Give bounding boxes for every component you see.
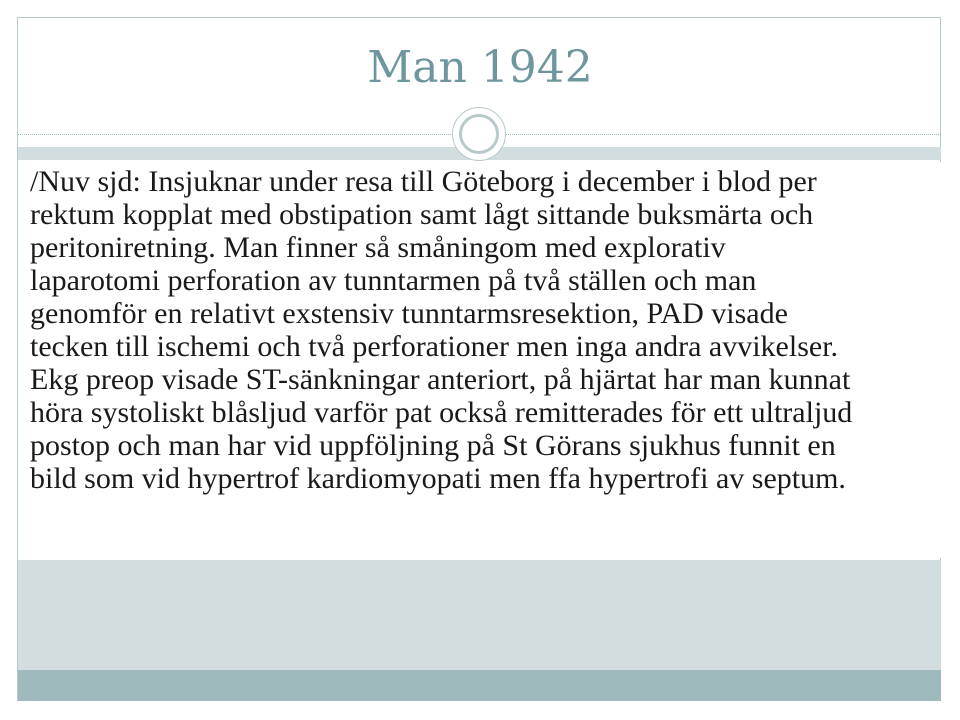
text-line-1: /Nuv sjd: Insjuknar under resa till Göteborg i december i blod per — [30, 165, 817, 198]
bottom-decor-band — [18, 560, 941, 670]
text-line-3: peritoniretning. Man finner så småningom med explorativ — [30, 231, 726, 264]
slide-title: Man 1942 — [367, 42, 593, 93]
text-line-10: bild som vid hypertrof kardiomyopati men ffa hypertrofi av septum. — [30, 462, 846, 495]
text-line-2: rektum kopplat med obstipation samt lågt sittande buksmärta och — [30, 198, 814, 231]
circle-ornament-icon — [452, 107, 506, 161]
text-line-8: höra systoliskt blåsljud varför pat också remitterades för ett ultraljud — [30, 396, 853, 429]
text-line-9: postop och man har vid uppföljning på St Görans sjukhus funnit en — [30, 429, 836, 462]
scanned-text-block — [24, 162, 944, 558]
text-line-4: laparotomi perforation av tunntarmen på två ställen och man — [30, 264, 757, 297]
footer-decor-band — [18, 670, 941, 701]
text-line-7: Ekg preop visade ST-sänkningar anteriort, på hjärtat har man kunnat — [30, 363, 851, 396]
text-line-6: tecken till ischemi och två perforationer men inga andra avvikelser. — [30, 330, 839, 363]
text-line-5: genomför en relativt exstensiv tunntarmsresektion, PAD visade — [30, 297, 788, 330]
